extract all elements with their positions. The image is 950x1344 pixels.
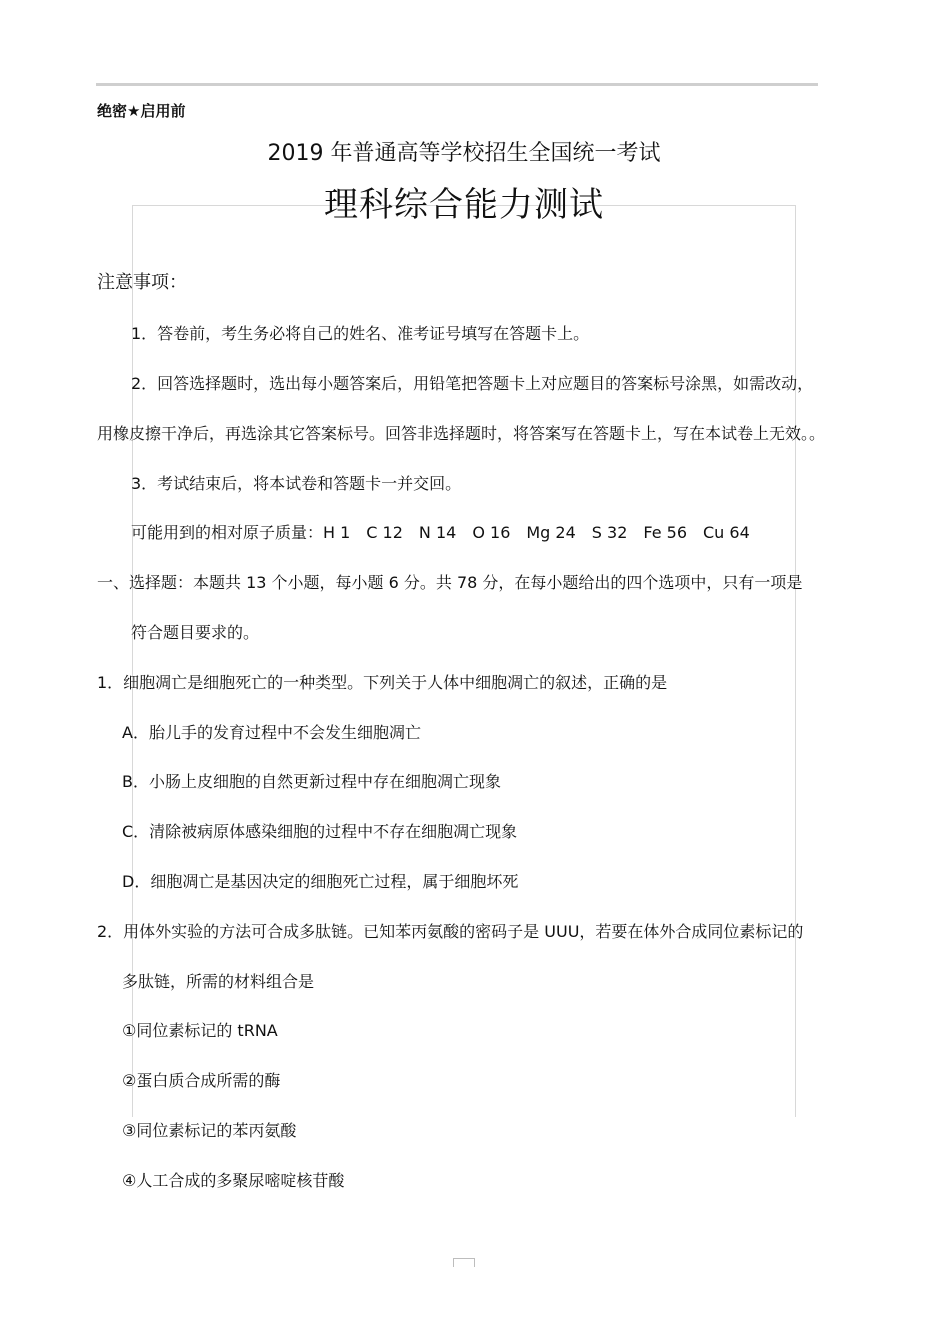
- question-1-option-c: C．清除被病原体感染细胞的过程中不存在细胞凋亡现象: [122, 822, 518, 841]
- question-1-stem: 1．细胞凋亡是细胞死亡的一种类型。下列关于人体中细胞凋亡的叙述，正确的是: [97, 673, 668, 692]
- question-2-item-4: ④人工合成的多聚尿嘧啶核苷酸: [122, 1171, 345, 1190]
- notice-item: 1．答卷前，考生务必将自己的姓名、准考证号填写在答题卡上。: [131, 324, 590, 343]
- question-2-stem-continued: 多肽链，所需的材料组合是: [122, 972, 315, 991]
- exam-title: 2019 年普通高等学校招生全国统一考试: [267, 141, 661, 166]
- top-rule: [96, 83, 818, 86]
- secret-label: 绝密★启用前: [97, 102, 186, 120]
- page-number-mark: [453, 1258, 475, 1267]
- notice-heading: 注意事项：: [97, 272, 187, 293]
- notice-item-continued: 用橡皮擦干净后，再选涂其它答案标号。回答非选择题时，将答案写在答题卡上，写在本试卷上无效。。: [97, 424, 826, 443]
- notice-item: 2．回答选择题时，选出每小题答案后，用铅笔把答题卡上对应题目的答案标号涂黑，如需改动，: [131, 374, 814, 393]
- question-2-item-2: ②蛋白质合成所需的酶: [122, 1071, 281, 1090]
- section-heading-continued: 符合题目要求的。: [131, 623, 260, 642]
- notice-item: 3．考试结束后，将本试卷和答题卡一并交回。: [131, 474, 462, 493]
- question-2-item-3: ③同位素标记的苯丙氨酸: [122, 1121, 297, 1140]
- paper-title: 理科综合能力测试: [324, 185, 604, 225]
- question-1-option-d: D．细胞凋亡是基因决定的细胞死亡过程，属于细胞坏死: [122, 872, 519, 891]
- question-1-option-b: B．小肠上皮细胞的自然更新过程中存在细胞凋亡现象: [122, 772, 501, 791]
- section-heading: 一、选择题：本题共 13 个小题，每小题 6 分。共 78 分，在每小题给出的四个选项中，只有一项是: [97, 573, 803, 592]
- question-2-item-1: ①同位素标记的 tRNA: [122, 1021, 278, 1040]
- question-2-stem: 2．用体外实验的方法可合成多肽链。已知苯丙氨酸的密码子是 UUU，若要在体外合成同位素标记的: [97, 922, 804, 941]
- atomic-mass-line: 可能用到的相对原子质量：H 1 C 12 N 14 O 16 Mg 24 S 32 Fe 56 Cu 64: [131, 523, 750, 542]
- question-1-option-a: A．胎儿手的发育过程中不会发生细胞凋亡: [122, 723, 421, 742]
